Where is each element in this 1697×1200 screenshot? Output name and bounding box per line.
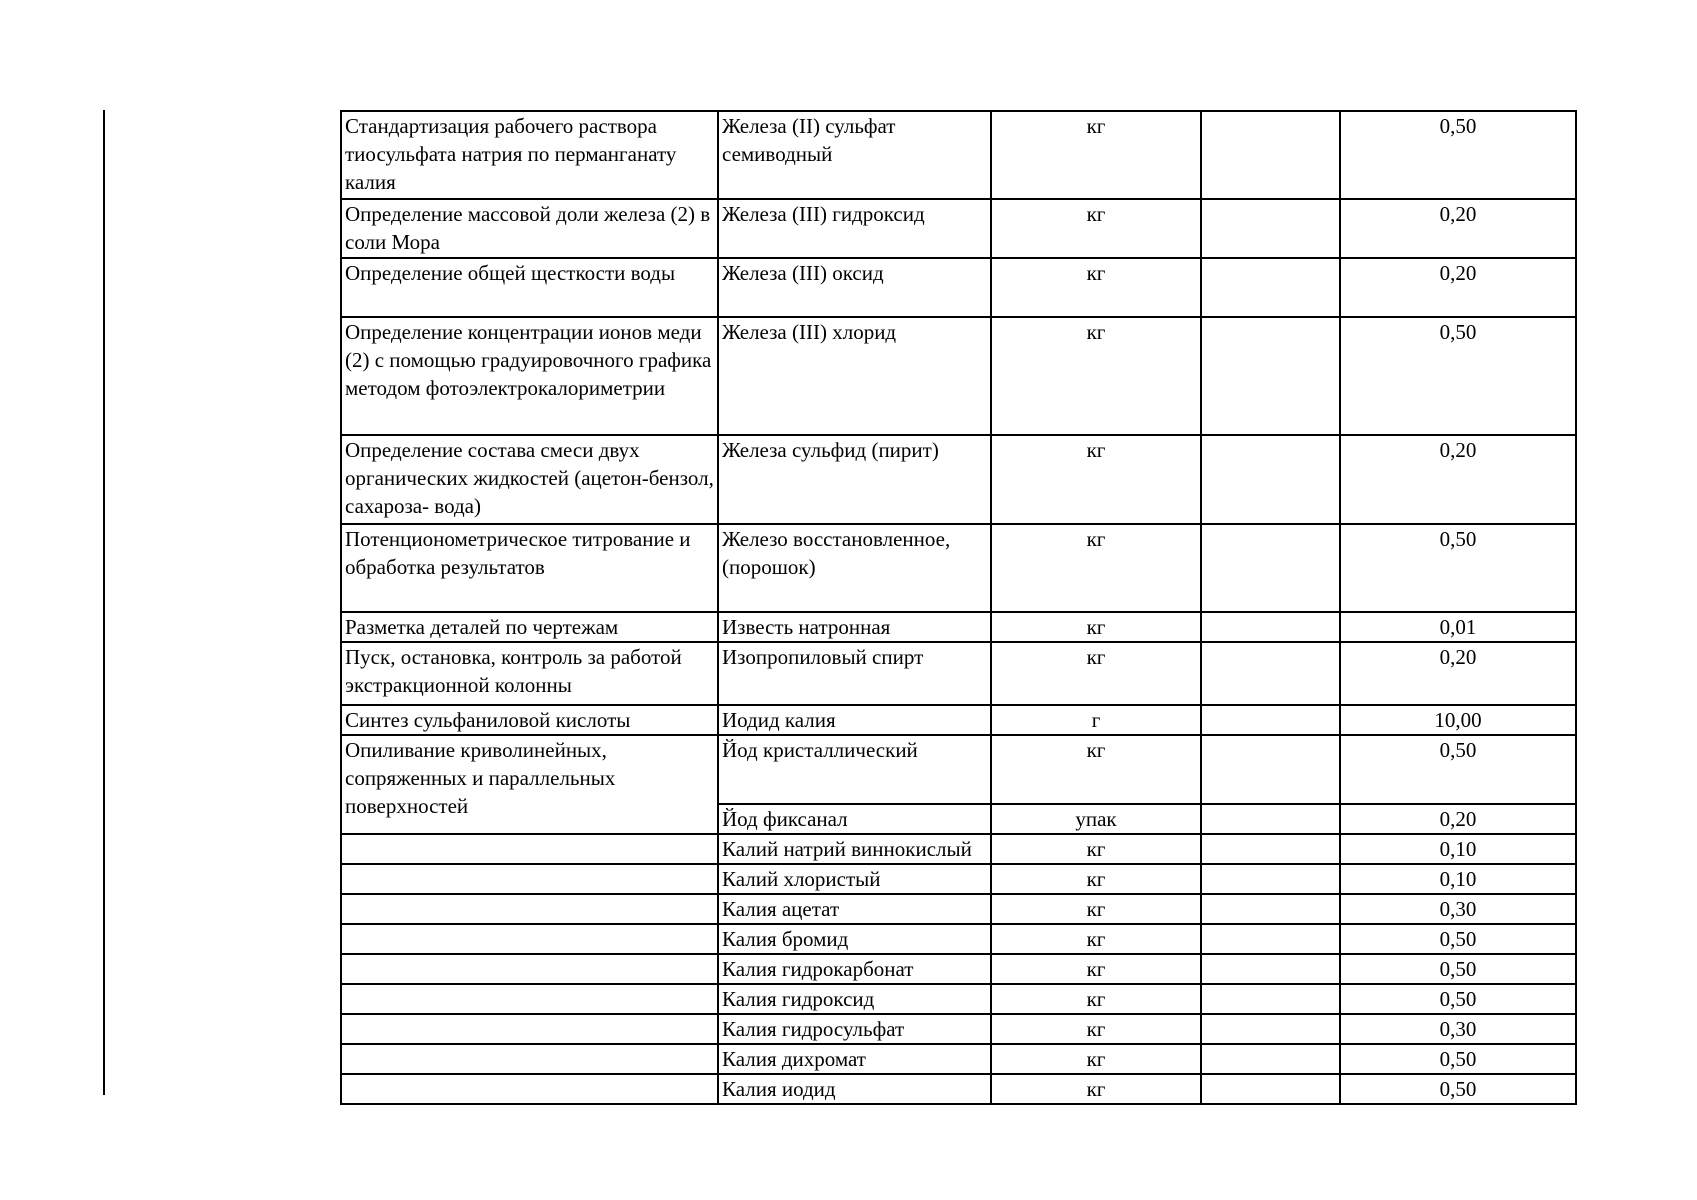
unit-cell: кг	[991, 612, 1201, 642]
quantity-cell: 0,50	[1340, 317, 1576, 435]
extra-cell	[1201, 834, 1340, 864]
unit-cell: кг	[991, 954, 1201, 984]
process-cell	[341, 894, 718, 924]
reagent-cell: Железа (III) хлорид	[718, 317, 991, 435]
process-cell	[341, 1074, 718, 1104]
process-cell: Стандартизация рабочего раствора тиосульфата натрия по перманганату калия	[341, 111, 718, 199]
extra-cell	[1201, 642, 1340, 705]
page-margin-line	[103, 110, 105, 1095]
unit-cell: кг	[991, 435, 1201, 524]
reagent-cell: Калия дихромат	[718, 1044, 991, 1074]
table-row	[341, 1074, 1576, 1104]
table-row	[341, 984, 1576, 1014]
extra-cell	[1201, 111, 1340, 199]
quantity-cell: 0,20	[1340, 199, 1576, 258]
process-cell	[341, 984, 718, 1014]
reagent-cell: Калия бромид	[718, 924, 991, 954]
process-cell: Потенционометрическое титрование и обработка результатов	[341, 524, 718, 612]
table-row	[341, 954, 1576, 984]
reagent-cell: Калия ацетат	[718, 894, 991, 924]
reagent-cell: Йод кристаллический	[718, 735, 991, 804]
reagent-cell: Калия гидрокарбонат	[718, 954, 991, 984]
reagent-cell: Железа сульфид (пирит)	[718, 435, 991, 524]
process-cell: Определение массовой доли железа (2) в соли Мора	[341, 199, 718, 258]
quantity-cell: 0,30	[1340, 1014, 1576, 1044]
table-row	[341, 435, 1576, 524]
extra-cell	[1201, 435, 1340, 524]
unit-cell: кг	[991, 258, 1201, 317]
process-cell: Определение общей щесткости воды	[341, 258, 718, 317]
table-row	[341, 1044, 1576, 1074]
unit-cell: кг	[991, 1044, 1201, 1074]
quantity-cell: 0,30	[1340, 894, 1576, 924]
process-cell: Разметка деталей по чертежам	[341, 612, 718, 642]
reagents-table	[340, 110, 1577, 1105]
quantity-cell: 0,50	[1340, 1044, 1576, 1074]
reagent-cell: Железа (III) гидроксид	[718, 199, 991, 258]
table-row	[341, 735, 1576, 804]
reagent-cell: Калий натрий виннокислый	[718, 834, 991, 864]
extra-cell	[1201, 954, 1340, 984]
unit-cell: кг	[991, 984, 1201, 1014]
process-cell	[341, 954, 718, 984]
unit-cell: кг	[991, 834, 1201, 864]
unit-cell: г	[991, 705, 1201, 735]
extra-cell	[1201, 804, 1340, 834]
extra-cell	[1201, 524, 1340, 612]
unit-cell: кг	[991, 111, 1201, 199]
quantity-cell: 0,20	[1340, 435, 1576, 524]
table-row	[341, 317, 1576, 435]
reagent-cell: Железо восстановленное, (порошок)	[718, 524, 991, 612]
quantity-cell: 0,50	[1340, 924, 1576, 954]
quantity-cell: 0,50	[1340, 524, 1576, 612]
unit-cell: кг	[991, 317, 1201, 435]
process-cell: Определение состава смеси двух органических жидкостей (ацетон-бензол, сахароза- вода)	[341, 435, 718, 524]
extra-cell	[1201, 317, 1340, 435]
process-cell: Определение концентрации ионов меди (2) с помощью градуировочного графика методом фотоэлектрокалориметрии	[341, 317, 718, 435]
table-row	[341, 894, 1576, 924]
process-cell	[341, 834, 718, 864]
extra-cell	[1201, 1014, 1340, 1044]
table-row	[341, 924, 1576, 954]
process-cell: Опиливание криволинейных, сопряженных и параллельных поверхностей	[341, 735, 718, 834]
reagent-cell: Известь натронная	[718, 612, 991, 642]
quantity-cell: 0,20	[1340, 804, 1576, 834]
table-row	[341, 642, 1576, 705]
extra-cell	[1201, 894, 1340, 924]
unit-cell: кг	[991, 524, 1201, 612]
quantity-cell: 0,50	[1340, 111, 1576, 199]
extra-cell	[1201, 735, 1340, 804]
unit-cell: кг	[991, 735, 1201, 804]
extra-cell	[1201, 705, 1340, 735]
unit-cell: кг	[991, 1074, 1201, 1104]
quantity-cell: 0,20	[1340, 642, 1576, 705]
reagent-cell: Калия иодид	[718, 1074, 991, 1104]
extra-cell	[1201, 612, 1340, 642]
extra-cell	[1201, 1074, 1340, 1104]
reagent-cell: Калия гидроксид	[718, 984, 991, 1014]
table-row	[341, 258, 1576, 317]
quantity-cell: 0,20	[1340, 258, 1576, 317]
table-row	[341, 705, 1576, 735]
process-cell	[341, 1014, 718, 1044]
reagent-cell: Железа (II) сульфат семиводный	[718, 111, 991, 199]
quantity-cell: 0,50	[1340, 1074, 1576, 1104]
unit-cell: кг	[991, 1014, 1201, 1044]
table-row	[341, 864, 1576, 894]
table-row	[341, 834, 1576, 864]
extra-cell	[1201, 864, 1340, 894]
table-row	[341, 1014, 1576, 1044]
extra-cell	[1201, 924, 1340, 954]
quantity-cell: 0,50	[1340, 954, 1576, 984]
table-row	[341, 524, 1576, 612]
quantity-cell: 0,10	[1340, 864, 1576, 894]
unit-cell: упак	[991, 804, 1201, 834]
process-cell: Синтез сульфаниловой кислоты	[341, 705, 718, 735]
extra-cell	[1201, 1044, 1340, 1074]
reagent-cell: Изопропиловый спирт	[718, 642, 991, 705]
reagent-cell: Железа (III) оксид	[718, 258, 991, 317]
table-row	[341, 199, 1576, 258]
unit-cell: кг	[991, 924, 1201, 954]
unit-cell: кг	[991, 642, 1201, 705]
process-cell	[341, 924, 718, 954]
unit-cell: кг	[991, 894, 1201, 924]
quantity-cell: 0,50	[1340, 984, 1576, 1014]
process-cell	[341, 864, 718, 894]
reagent-cell: Йод фиксанал	[718, 804, 991, 834]
quantity-cell: 0,50	[1340, 735, 1576, 804]
extra-cell	[1201, 258, 1340, 317]
quantity-cell: 10,00	[1340, 705, 1576, 735]
reagent-cell: Калий хлористый	[718, 864, 991, 894]
quantity-cell: 0,10	[1340, 834, 1576, 864]
reagent-cell: Иодид калия	[718, 705, 991, 735]
extra-cell	[1201, 199, 1340, 258]
process-cell: Пуск, остановка, контроль за работой экстракционной колонны	[341, 642, 718, 705]
process-cell	[341, 1044, 718, 1074]
unit-cell: кг	[991, 199, 1201, 258]
quantity-cell: 0,01	[1340, 612, 1576, 642]
table-row	[341, 111, 1576, 199]
reagent-cell: Калия гидросульфат	[718, 1014, 991, 1044]
unit-cell: кг	[991, 864, 1201, 894]
extra-cell	[1201, 984, 1340, 1014]
table-row	[341, 612, 1576, 642]
